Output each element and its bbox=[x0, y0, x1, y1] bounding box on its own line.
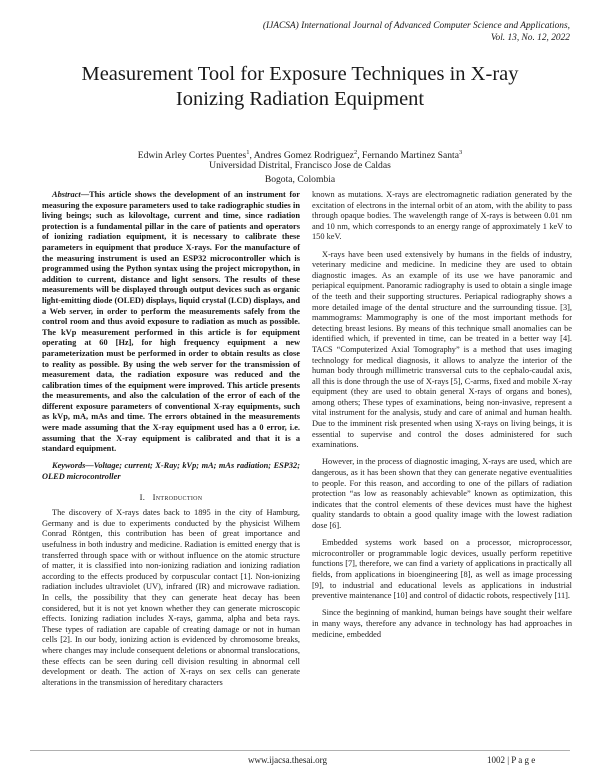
author-3-mark: 3 bbox=[458, 149, 463, 156]
author-2-mark: 2 bbox=[353, 149, 358, 156]
author-1: Edwin Arley Cortes Puentes bbox=[137, 150, 247, 162]
journal-header bbox=[150, 20, 570, 44]
paper-title bbox=[30, 62, 570, 112]
right-column bbox=[312, 190, 572, 647]
footer-url[interactable]: www.ijacsa.thesai.org bbox=[248, 755, 327, 765]
right-paragraph-3: Embedded systems work based on a processor, microprocessor, microcontroller or programmable logic devices, usually perform repetitive functions [7], therefore, we can find a variety of applications in practically all fields, from applications in bioengineering [8], as well as image processing [9], to industrial and educational levels as applications in industrial preventive maintenance [10] and control of didactic robots, respectively [11]. bbox=[312, 538, 572, 601]
journal-volume: Vol. 13, No. 12, 2022 bbox=[490, 33, 570, 43]
right-paragraph-1: X-rays have been used extensively by humans in the fields of industry, veterinary medicine and medicine. In medicine they are used to obtain diagnostic images. As an example of its use we have panoramic and periapical equipment. Panoramic radiography is used to obtain a single image of the teeth and their supporting structures. Periapical radiography shows a more detailed image of the dental structure and the surrounding tissue. [3], mammograms: Mammography is one of the most important methods for detecting breast lesions. By means of this technique small anomalies can be identified which, if prevented in time, can be treated in a better way [4]. TACS “Computerized Axial Tomography” is a method that uses imaging technology for medical diagnosis, it allows to analyze the interior of the human body through millimetric transversal cuts to the cephalo-caudal axis, all this is done through the use of X-rays [5], C-arms, fixed and mobile X-ray equipment (they are used to obtain general X-rays of organs and bones), among others; These types of examinations, being non-invasive, represent a vital instrument for the analysis, study and care of animal and human health. Due to the imminent risk presented when using X-rays on living beings, it is essential to supervise and control the doses administered for such examinations. bbox=[312, 249, 572, 450]
section-numeral: I. bbox=[139, 491, 146, 502]
location: Bogota, Colombia bbox=[264, 174, 336, 185]
section-title: Introduction bbox=[152, 491, 203, 502]
intro-paragraph-1: The discovery of X-rays dates back to 1895 in the city of Hamburg, Germany and is due to experiments conducted by the physicist Wilhem Conrad Röntgen, this contribution has been of great importance and usefulness in both industry and medicine. Radiation is emitted energy that is transferred through space with or without influence on the atomic structure of matter, it is classified into non-ionizing radiation and ionizing radiation according to the effects produced by corpuscular contact [1]. Non-ionizing radiation includes ultraviolet (UV), infrared (IR) and microwave radiation. In cells, the possibility that they can generate heat decay has been considered, but it is not yet known whether they can generate microscopic effects. Ionizing radiation includes X-rays, gamma, alpha and beta rays. These types of radiation are capable of creating damage or not in human cells [2]. In our body, ionizing action is evidenced by chromosome breaks, where changes may include consequent deletions or abnormal translocations, these effects can be seen during cell division resulting in abnormal cell development or death. The action of X-rays on sex cells can generate alterations in the transmission of hereditary characters bbox=[42, 508, 300, 687]
right-paragraph-2: However, in the process of diagnostic imaging, X-rays are used, which are dangerous, as it has been shown that they can generate negative eventualities to people. For this reason, and according to one of the pillars of radiation protection “as low as reasonably achievable” known as optimization, this indicates that the control elements of these devices must have the highest quality standards to obtain a good quality image with the lowest radiation dose [6]. bbox=[312, 457, 572, 530]
right-paragraph-4: Since the beginning of mankind, human beings have sought their welfare in many ways, therefore any advance in technology has had approaches in medicine, embedded bbox=[312, 608, 572, 639]
footer-rule bbox=[30, 750, 570, 751]
author-sep-2: , bbox=[357, 150, 362, 162]
keywords: Keywords—Voltage; current; X-Ray; kVp; mA; mAs radiation; ESP32; OLED microcontroller bbox=[42, 461, 300, 482]
author-2: Andres Gomez Rodriguez bbox=[253, 150, 354, 162]
journal-name: (IJACSA) International Journal of Advanced Computer Science and Applications, bbox=[262, 21, 570, 31]
section-heading-introduction bbox=[42, 492, 300, 503]
author-3: Fernando Martinez Santa bbox=[361, 150, 459, 162]
title-line-2: Ionizing Radiation Equipment bbox=[175, 88, 425, 110]
right-paragraph-0: known as mutations. X-rays are electromagnetic radiation generated by the excitation of electrons in the internal orbit of an atom, with the ability to pass through opaque bodies. The wavelength range of X-rays is between 0.01 nm and 10 nm, which corresponds to an energy range of approximately 1 keV to 150 keV. bbox=[312, 190, 572, 242]
affiliation: Universidad Distrital, Francisco Jose de Caldas bbox=[209, 160, 391, 171]
abstract-lead: Abstract bbox=[52, 190, 81, 199]
left-column bbox=[42, 190, 300, 695]
abstract-text: —This article shows the development of an instrument for measuring the exposure parameters used to take radiographic studies in living beings; such as kilovoltage, current and time, since radiation protection is a fundamental pillar in the care of patients and operators of ionizing radiation equipment, it is necessary to calibrate these parameters in equipment that produce X-rays. For the manufacture of the measuring instrument is used an ESP32 microcontroller which is programmed using the Python syntax using the project micropython, in addition to current, distance and light sensors. The results of these measurements will be displayed through output devices such as organic light-emitting diode (OLED) displays, liquid crystal (LCD) displays, and a Web server, in order to perform the measurements safely from the control room and thus avoid exposure to radiation as much as possible. The kVp measurement performed in this article is for equipment operating at 60 [Hz], for high frequency equipment a new parameterization must be performed in order to obtain results as close to reality as possible. By using the web server for the transmission of measurement data, the radiation exposure was reduced and the calibration times of the equipment were improved. This article presents the measurements, and also the calculation of the error of each of the different exposure parameters of conventional X-ray equipments, such as kVp, mA, mAs and time. The errors obtained in the measurements were made assuming that the X-ray equipment used has a 0 error, i.e. assuming that the X-ray equipment is calibrated and that it is a standard equipment. bbox=[42, 190, 300, 454]
footer-page-number: 1002 | P a g e bbox=[487, 755, 536, 765]
abstract bbox=[42, 190, 300, 455]
title-line-1: Measurement Tool for Exposure Techniques in X-ray bbox=[81, 63, 519, 85]
author-1-mark: 1 bbox=[246, 149, 250, 156]
author-sep-1: , bbox=[249, 150, 254, 162]
